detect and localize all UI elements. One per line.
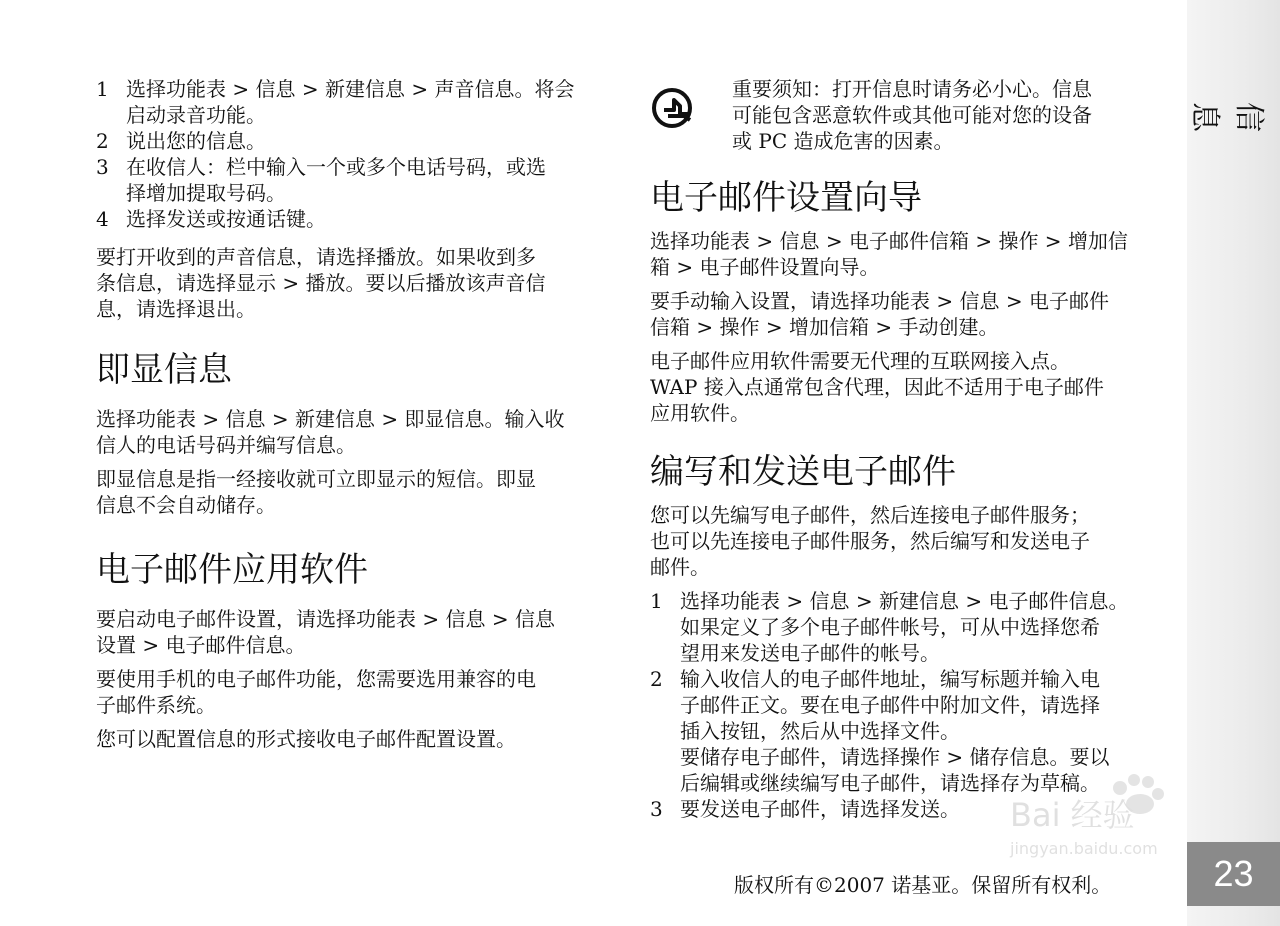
menu-term: 增加信箱 bbox=[788, 315, 869, 339]
voice-steps-list bbox=[96, 76, 616, 232]
heading-email-wizard: 电子邮件设置向导 bbox=[650, 178, 922, 218]
menu-term: 新建信息 bbox=[878, 589, 959, 613]
wizard-paragraph-2: 要手动输入设置，请选择功能表 > 信息 > 电子邮件 信箱 > 操作 > 增加信箱 > 手动创建。 bbox=[650, 289, 1109, 339]
wizard-paragraph-3: 电子邮件应用软件需要无代理的互联网接入点。 WAP 接入点通常包含代理，因此不适用于电子邮件 应用软件。 bbox=[650, 349, 1104, 425]
menu-term: 播放 bbox=[376, 245, 416, 269]
page-number: 23 bbox=[1213, 853, 1254, 894]
email-paragraph-3: 您可以配置信息的形式接收电子邮件配置设置。 bbox=[96, 727, 516, 751]
watermark-text: Bai 经验 bbox=[1010, 796, 1135, 834]
menu-term: 功能表 bbox=[356, 607, 416, 631]
chapter-title: 信息 bbox=[1187, 102, 1266, 132]
email-paragraph-1: 要启动电子邮件设置，请选择功能表 > 信息 > 信息 设置 > 电子邮件信息。 bbox=[96, 607, 555, 657]
baidu-watermark bbox=[1000, 770, 1180, 860]
menu-term: 插入 bbox=[680, 719, 720, 743]
menu-term: 信息 bbox=[445, 607, 486, 631]
menu-term: 新建信息 bbox=[294, 407, 375, 431]
menu-term: 收信人 bbox=[146, 155, 206, 179]
menu-term: 电子邮件 bbox=[1028, 289, 1109, 313]
heading-compose-email: 编写和发送电子邮件 bbox=[650, 452, 956, 492]
list-item: 1 选择功能表 > 信息 > 新建信息 > 电子邮件信息。 如果定义了多个电子邮件帐号，可从中选择您希 望用来发送电子邮件的帐号。 bbox=[650, 589, 1129, 665]
menu-term: 即显信息 bbox=[404, 407, 485, 431]
left-column bbox=[96, 76, 616, 760]
menu-term: 设置 bbox=[96, 633, 136, 657]
email-paragraph-2: 要使用手机的电子邮件功能，您需要选用兼容的电 子邮件系统。 bbox=[96, 667, 536, 717]
menu-term: 播放 bbox=[305, 271, 346, 295]
copyright-footer: 版权所有©2007 诺基亚。保留所有权利。 bbox=[734, 873, 1112, 897]
menu-term: 存为草稿 bbox=[1000, 771, 1080, 795]
menu-term: 增加 bbox=[146, 181, 186, 205]
menu-term: 电子邮件信息 bbox=[165, 633, 286, 657]
watermark-url: jingyan.baidu.com bbox=[1010, 839, 1158, 858]
menu-term: 信息 bbox=[514, 607, 555, 631]
menu-term: 信息 bbox=[225, 407, 266, 431]
list-item: 1 选择功能表 > 信息 > 新建信息 > 声音信息。将会 启动录音功能。 bbox=[96, 77, 575, 127]
wizard-paragraph-1: 选择功能表 > 信息 > 电子邮件信箱 > 操作 > 增加信 箱 > 电子邮件设置向导。 bbox=[650, 229, 1128, 279]
menu-term: 信息 bbox=[779, 229, 820, 253]
list-item: 2 输入收信人的电子邮件地址，编写标题并输入电 子邮件正文。要在电子邮件中附加文件，请选择 插入按钮，然后从中选择文件。 要储存电子邮件，请选择操作 > 储存信息。要以 后编辑或继续编写电子邮件，请选择存为草稿。 bbox=[650, 667, 1110, 795]
list-item: 2 说出您的信息。 bbox=[96, 129, 266, 153]
menu-term: 新建信息 bbox=[324, 77, 405, 101]
rich-line: 在收信人：栏中输入一个或多个电话号码，或选 bbox=[126, 155, 546, 179]
list-item: 4 选择发送或按通话键。 bbox=[96, 207, 326, 231]
list-item: 3 要发送电子邮件，请选择发送。 bbox=[650, 797, 960, 821]
menu-term: 信箱 bbox=[650, 315, 690, 339]
heading-instant-message: 即显信息 bbox=[96, 350, 232, 390]
menu-term: 发送 bbox=[166, 207, 206, 231]
instant-paragraph-2: 即显信息是指一经接收就可立即显示的短信。即显 信息不会自动储存。 bbox=[96, 467, 536, 517]
list-item: 3 在收信人：栏中输入一个或多个电话号码，或选 择增加提取号码。 bbox=[96, 155, 546, 205]
menu-term: 退出 bbox=[196, 297, 236, 321]
menu-term: 箱 bbox=[650, 255, 670, 279]
important-note: 重要须知：打开信息时请务必小心。信息 可能包含恶意软件或其他可能对您的设备 或 PC 造成危害的因素。 bbox=[650, 76, 1170, 154]
menu-term: 功能表 bbox=[136, 407, 196, 431]
warning-hand-icon bbox=[650, 84, 698, 132]
menu-term: 操作 bbox=[998, 229, 1039, 253]
rich-line: 选择功能表 > 信息 > 新建信息 > 声音信息。将会 bbox=[126, 77, 575, 101]
menu-term: 电子邮件设置向导 bbox=[699, 255, 860, 279]
menu-term: 重要须知： bbox=[732, 77, 832, 101]
instant-paragraph-1: 选择功能表 > 信息 > 新建信息 > 即显信息。输入收 信人的电话号码并编写信息。 bbox=[96, 407, 565, 457]
right-column bbox=[650, 76, 1170, 830]
menu-term: 手动创建 bbox=[898, 315, 979, 339]
menu-term: 功能表 bbox=[870, 289, 930, 313]
menu-term: 功能表 bbox=[166, 77, 226, 101]
menu-term: 显示 bbox=[236, 271, 276, 295]
heading-email-app: 电子邮件应用软件 bbox=[96, 550, 368, 590]
rich-line: 选择发送或按通话键。 bbox=[126, 207, 326, 231]
menu-term: 信息 bbox=[255, 77, 296, 101]
menu-term: 信息 bbox=[809, 589, 850, 613]
menu-term: 操作 bbox=[900, 745, 940, 769]
menu-term: 电子邮件信息 bbox=[988, 589, 1109, 613]
menu-term: 发送 bbox=[900, 797, 940, 821]
compose-paragraph: 您可以先编写电子邮件，然后连接电子邮件服务； 也可以先连接电子邮件服务，然后编写和发送电子 邮件。 bbox=[650, 503, 1090, 579]
menu-term: 操作 bbox=[719, 315, 760, 339]
menu-term: 信息 bbox=[959, 289, 1000, 313]
menu-term: 储存信息 bbox=[969, 745, 1050, 769]
play-paragraph: 要打开收到的声音信息，请选择播放。如果收到多 条信息，请选择显示 > 播放。要以后播放该声音信 息，请选择退出。 bbox=[96, 245, 546, 321]
menu-term: 增加信 bbox=[1067, 229, 1128, 253]
menu-term: 功能表 bbox=[720, 589, 780, 613]
menu-term: 声音信息 bbox=[434, 77, 515, 101]
menu-term: 功能表 bbox=[690, 229, 750, 253]
menu-term: 电子邮件信箱 bbox=[848, 229, 969, 253]
rich-line: 择增加提取号码。 bbox=[126, 181, 286, 205]
